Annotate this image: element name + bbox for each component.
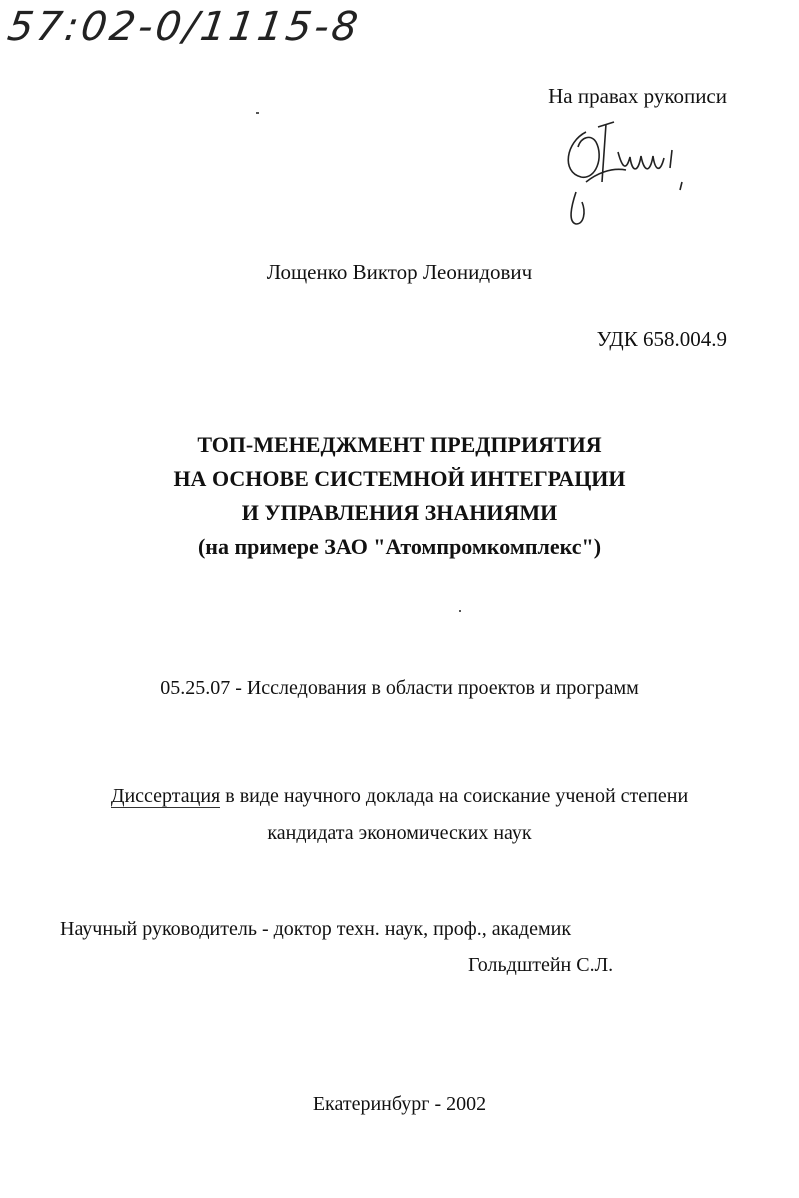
archive-code-handwritten: 57:02-0/1115-8 (4, 4, 364, 50)
degree-line: кандидата экономических наук (267, 822, 532, 844)
supervisor-line: Научный руководитель - доктор техн. наук, проф., академик (60, 918, 572, 940)
udc-code: УДК 658.004.9 (596, 327, 727, 351)
supervisor-name: Гольдштейн С.Л. (468, 954, 614, 976)
title-line-4: (на примере ЗАО "Атомпромкомплекс") (197, 534, 602, 559)
author-name: Лощенко Виктор Леонидович (266, 260, 533, 284)
city-year: Екатеринбург - 2002 (312, 1093, 487, 1115)
dissertation-rest: в виде научного доклада на соискание ученой степени (220, 785, 689, 807)
thesis-title (0, 428, 799, 564)
title-line-1: ТОП-МЕНЕДЖМЕНТ ПРЕДПРИЯТИЯ (197, 432, 602, 457)
dissertation-statement (0, 778, 799, 852)
specialty-code: 05.25.07 - Исследования в области проектов и программ (160, 677, 639, 699)
title-line-2: НА ОСНОВЕ СИСТЕМНОЙ ИНТЕГРАЦИИ (173, 466, 626, 491)
rights-notice: На правах рукописи (548, 84, 727, 108)
scan-speck (459, 610, 461, 612)
scan-speck (256, 112, 259, 114)
author-signature (556, 112, 696, 232)
dissertation-word: Диссертация (110, 785, 221, 807)
title-line-3: И УПРАВЛЕНИЯ ЗНАНИЯМИ (241, 500, 558, 525)
